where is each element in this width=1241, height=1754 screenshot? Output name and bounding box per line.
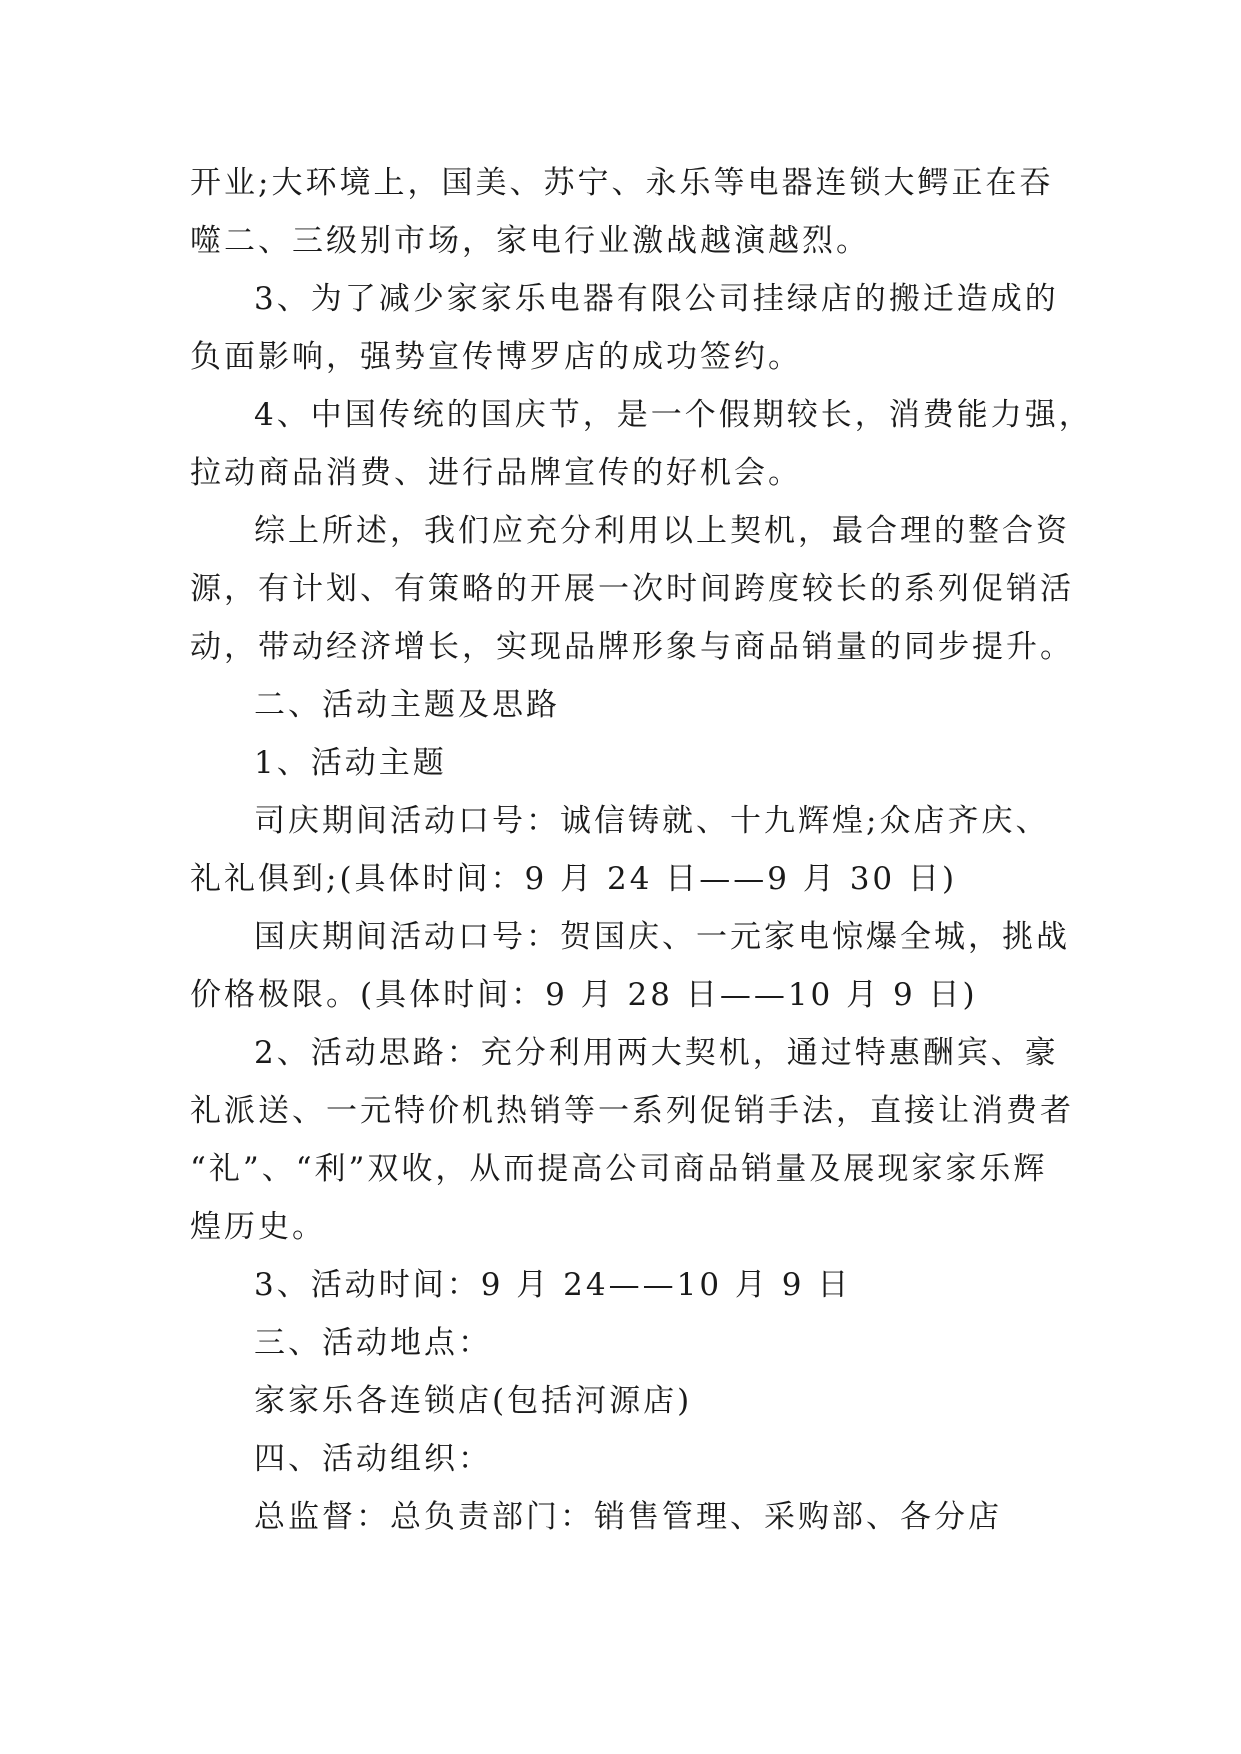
- text-line: 礼派送、一元特价机热销等一系列促销手法，直接让消费者: [190, 1093, 1074, 1129]
- text-line: 3、为了减少家家乐电器有限公司挂绿店的搬迁造成的: [254, 281, 1059, 317]
- text-line: 3、活动时间：9 月 24——10 月 9 日: [254, 1267, 852, 1303]
- text-line: 礼礼俱到;(具体时间：9 月 24 日——9 月 30 日): [190, 861, 958, 897]
- section-heading: 四、活动组织：: [254, 1441, 492, 1477]
- text-line: 拉动商品消费、进行品牌宣传的好机会。: [190, 455, 802, 491]
- text-line: 家家乐各连锁店(包括河源店): [254, 1383, 693, 1419]
- text-line: 煌历史。: [190, 1209, 326, 1245]
- text-line: 国庆期间活动口号：贺国庆、一元家电惊爆全城，挑战: [254, 919, 1070, 955]
- text-line: 价格极限。(具体时间：9 月 28 日——10 月 9 日): [190, 977, 978, 1013]
- subsection-heading: 1、活动主题: [254, 745, 447, 781]
- text-line: 负面影响，强势宣传博罗店的成功签约。: [190, 339, 802, 375]
- document-body: [190, 154, 1093, 1546]
- text-line: 动，带动经济增长，实现品牌形象与商品销量的同步提升。: [190, 629, 1074, 665]
- section-heading: 三、活动地点：: [254, 1325, 492, 1361]
- text-line: 2、活动思路：充分利用两大契机，通过特惠酬宾、豪: [254, 1035, 1059, 1071]
- section-heading: 二、活动主题及思路: [254, 687, 560, 723]
- text-line: 总监督：总负责部门：销售管理、采购部、各分店: [254, 1499, 1002, 1535]
- text-line: 4、中国传统的国庆节，是一个假期较长，消费能力强，: [254, 397, 1093, 433]
- text-line: 综上所述，我们应充分利用以上契机，最合理的整合资: [254, 513, 1070, 549]
- text-line: 开业;大环境上，国美、苏宁、永乐等电器连锁大鳄正在吞: [190, 165, 1054, 201]
- text-line: “礼”、“利”双收，从而提高公司商品销量及展现家家乐辉: [190, 1151, 1048, 1187]
- text-line: 源，有计划、有策略的开展一次时间跨度较长的系列促销活: [190, 571, 1074, 607]
- text-line: 噬二、三级别市场，家电行业激战越演越烈。: [190, 223, 870, 259]
- text-line: 司庆期间活动口号：诚信铸就、十九辉煌;众店齐庆、: [254, 803, 1050, 839]
